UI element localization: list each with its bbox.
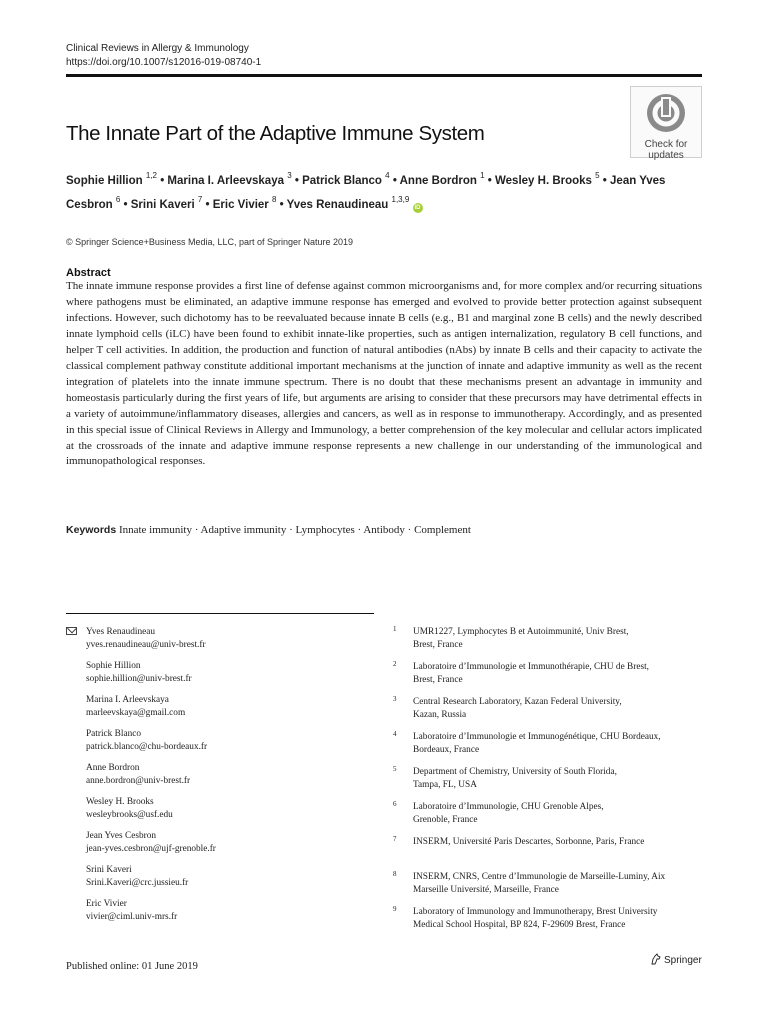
contact-name: Patrick Blanco	[86, 729, 141, 739]
affiliation-number: 2	[393, 660, 397, 668]
footnote-rule	[66, 613, 374, 614]
author-affiliation-ref: 7	[197, 194, 203, 204]
affiliation-entry	[393, 731, 713, 766]
author-affiliation-ref: 4	[385, 171, 390, 180]
affiliation-entry	[393, 801, 713, 836]
contact-email[interactable]: yves.renaudineau@univ-brest.fr	[86, 640, 206, 650]
author[interactable]	[212, 194, 277, 211]
author-affiliation-ref: 1,2	[145, 171, 157, 180]
author-affiliation-ref: 1	[480, 171, 485, 180]
author-affiliation-ref: 1,3,9	[391, 194, 410, 204]
author-list	[66, 167, 706, 215]
keywords-label: Keywords	[66, 524, 117, 536]
affiliation-number: 8	[393, 870, 397, 878]
author-name: Srini Kaveri	[130, 198, 195, 211]
abstract-heading: Abstract	[66, 267, 111, 279]
affiliation-entry	[393, 696, 713, 731]
affiliation-line-2: Tampa, FL, USA	[413, 780, 477, 790]
keywords-list: Innate immunity · Adaptive immunity · Lymphocytes · Antibody · Complement	[118, 524, 471, 536]
affiliation-number: 7	[393, 835, 397, 843]
contact-entry	[66, 864, 366, 898]
contact-name: Eric Vivier	[86, 899, 127, 909]
author-name: Jean Yves Cesbron	[66, 174, 666, 211]
affiliation-line-1: Laboratoire d’Immunologie et Immunothérapie, CHU de Brest,	[413, 662, 649, 672]
affiliation-entry	[393, 766, 713, 801]
keywords	[66, 523, 471, 538]
affiliation-line-1: INSERM, Université Paris Descartes, Sorbonne, Paris, France	[413, 837, 645, 847]
article-title: The Innate Part of the Adaptive Immune System	[66, 122, 485, 145]
contact-email[interactable]: vivier@ciml.univ-mrs.fr	[86, 912, 178, 922]
author-name: Eric Vivier	[212, 198, 269, 211]
affiliation-entry	[393, 871, 713, 906]
contact-name: Anne Bordron	[86, 763, 140, 773]
affiliation-entry	[393, 661, 713, 696]
crossmark-icon	[645, 92, 687, 134]
copyright-notice: © Springer Science+Business Media, LLC, part of Springer Nature 2019	[66, 237, 354, 247]
author-affiliation-ref: 8	[272, 194, 277, 204]
contact-email[interactable]: marleevskaya@gmail.com	[86, 708, 186, 718]
affiliation-entry	[393, 906, 713, 941]
contact-email[interactable]: jean-yves.cesbron@ujf-grenoble.fr	[86, 844, 216, 854]
check-for-updates-badge[interactable]	[630, 86, 702, 161]
affiliation-number: 1	[393, 625, 397, 633]
contact-email[interactable]: wesleybrooks@usf.edu	[86, 810, 173, 820]
contact-name: Jean Yves Cesbron	[86, 831, 156, 841]
contact-entry	[66, 626, 366, 660]
author-name: Sophie Hillion	[66, 174, 143, 187]
author-separator: •	[599, 174, 611, 187]
author-separator: •	[291, 174, 303, 187]
author-separator: •	[389, 174, 400, 187]
author-separator: •	[157, 174, 168, 187]
badge-line-1: Check for	[644, 139, 688, 150]
affiliation-line-2: Grenoble, France	[413, 815, 478, 825]
author[interactable]	[399, 171, 485, 187]
affiliation-line-2: Kazan, Russia	[413, 710, 467, 720]
affiliation-number: 6	[393, 800, 397, 808]
envelope-icon	[66, 627, 77, 635]
author[interactable]	[66, 171, 157, 187]
abstract-text: The innate immune response provides a first line of defense against common microorganisms and, for more complex and/or recurring situations where pathogens must be eliminated, an adaptive immune response has emerged and evolved to provide better protection against subsequent infections. However, such dichotomy has to be reevaluated because innate B cells (e.g., B1 and marginal zone B cells) and the newly described innate lymphoid cells (iLC) have been found to exhibit innate-like properties, such as antigen internalization, regulatory B cell functions, and helper T cell activities. In addition, the production and function of natural antibodies (nAbs) by innate B cells and their capacity to activate the classical complement pathway constitute additional important mechanisms at the junction of innate and adaptive immunity as well as the recent integration of platelets into the innate immune spectrum. There is no doubt that these mechanisms present an advantage in immunity and homeostasis particularly during the first years of life, but arguments are arising to consider that these precursors may have detrimental effects in a variety of autoimmune/inflammatory diseases, allergies and cancers, as well as in response to immunotherapy. Accordingly, and as presented in this special issue of Clinical Reviews in Allergy and Immunology, a better comprehension of the key molecular and cellular actors implicated at the crossroads of the innate and adaptive immune response represents a new challenge in our understanding of the immunological and immunopathological responses.	[66, 280, 702, 468]
contact-entry	[66, 660, 366, 694]
contact-email[interactable]: patrick.blanco@chu-bordeaux.fr	[86, 742, 208, 752]
author-affiliation-ref: 3	[287, 171, 292, 180]
springer-horse-icon	[650, 953, 662, 965]
contact-entry	[66, 898, 366, 932]
affiliation-line-2: Medical School Hospital, BP 824, F-29609 Brest, France	[413, 920, 626, 930]
header-rule	[66, 74, 702, 77]
contact-entry	[66, 830, 366, 864]
journal-header	[66, 42, 261, 70]
affiliation-line-1: INSERM, CNRS, Centre d’Immunologie de Marseille-Luminy, Aix	[413, 872, 666, 882]
affiliation-number: 4	[393, 730, 397, 738]
affiliation-list	[393, 626, 713, 941]
badge-line-2: updates	[648, 150, 684, 161]
affiliation-entry	[393, 626, 713, 661]
author-name: Wesley H. Brooks	[495, 174, 592, 187]
author[interactable]	[302, 171, 390, 187]
author-separator: •	[484, 174, 496, 187]
contact-entry	[66, 762, 366, 796]
author[interactable]	[130, 194, 203, 211]
contact-name: Wesley H. Brooks	[86, 797, 154, 807]
author-separator: •	[276, 198, 287, 211]
affiliation-line-1: Laboratory of Immunology and Immunotherapy, Brest University	[413, 907, 658, 917]
contact-name: Sophie Hillion	[86, 661, 141, 671]
affiliation-number: 5	[393, 765, 397, 773]
published-date: Published online: 01 June 2019	[66, 961, 198, 972]
correspondence-list	[66, 626, 366, 932]
affiliation-entry	[393, 836, 713, 871]
author-affiliation-ref: 5	[595, 171, 600, 180]
affiliation-line-1: Laboratoire d’Immunologie, CHU Grenoble Alpes,	[413, 802, 604, 812]
contact-name: Srini Kaveri	[86, 865, 132, 875]
contact-entry	[66, 796, 366, 830]
author[interactable]	[286, 194, 423, 211]
author-affiliation-ref: 6	[115, 194, 121, 204]
author-name: Patrick Blanco	[302, 174, 382, 187]
contact-name: Yves Renaudineau	[86, 627, 156, 637]
contact-email[interactable]: Srini.Kaveri@crc.jussieu.fr	[86, 878, 189, 888]
publisher-name: Springer	[664, 955, 702, 966]
affiliation-line-1: Laboratoire d’Immunologie et Immunogénétique, CHU Bordeaux,	[413, 732, 661, 742]
affiliation-line-2: Bordeaux, France	[413, 745, 480, 755]
author-name: Yves Renaudineau	[286, 198, 389, 211]
affiliation-line-1: Central Research Laboratory, Kazan Federal University,	[413, 697, 622, 707]
contact-email[interactable]: anne.bordron@univ-brest.fr	[86, 776, 191, 786]
journal-name: Clinical Reviews in Allergy & Immunology	[66, 43, 249, 54]
affiliation-line-2: Marseille Université, Marseille, France	[413, 885, 559, 895]
author[interactable]	[495, 171, 600, 187]
contact-name: Marina I. Arleevskaya	[86, 695, 169, 705]
author-separator: •	[120, 198, 131, 211]
affiliation-number: 9	[393, 905, 397, 913]
doi-link[interactable]: https://doi.org/10.1007/s12016-019-08740-1	[66, 57, 262, 68]
orcid-icon[interactable]: iD	[414, 204, 421, 211]
affiliation-line-2: Brest, France	[413, 640, 463, 650]
affiliation-line-2: Brest, France	[413, 675, 463, 685]
author-separator: •	[202, 198, 213, 211]
author-name: Marina I. Arleevskaya	[167, 174, 284, 187]
publisher-logo[interactable]	[650, 953, 702, 966]
affiliation-line-1: Department of Chemistry, University of South Florida,	[413, 767, 617, 777]
author-name: Anne Bordron	[399, 174, 477, 187]
affiliation-line-1: UMR1227, Lymphocytes B et Autoimmunité, Univ Brest,	[413, 627, 629, 637]
contact-entry	[66, 728, 366, 762]
contact-email[interactable]: sophie.hillion@univ-brest.fr	[86, 674, 192, 684]
contact-entry	[66, 694, 366, 728]
author[interactable]	[167, 171, 292, 187]
affiliation-number: 3	[393, 695, 397, 703]
